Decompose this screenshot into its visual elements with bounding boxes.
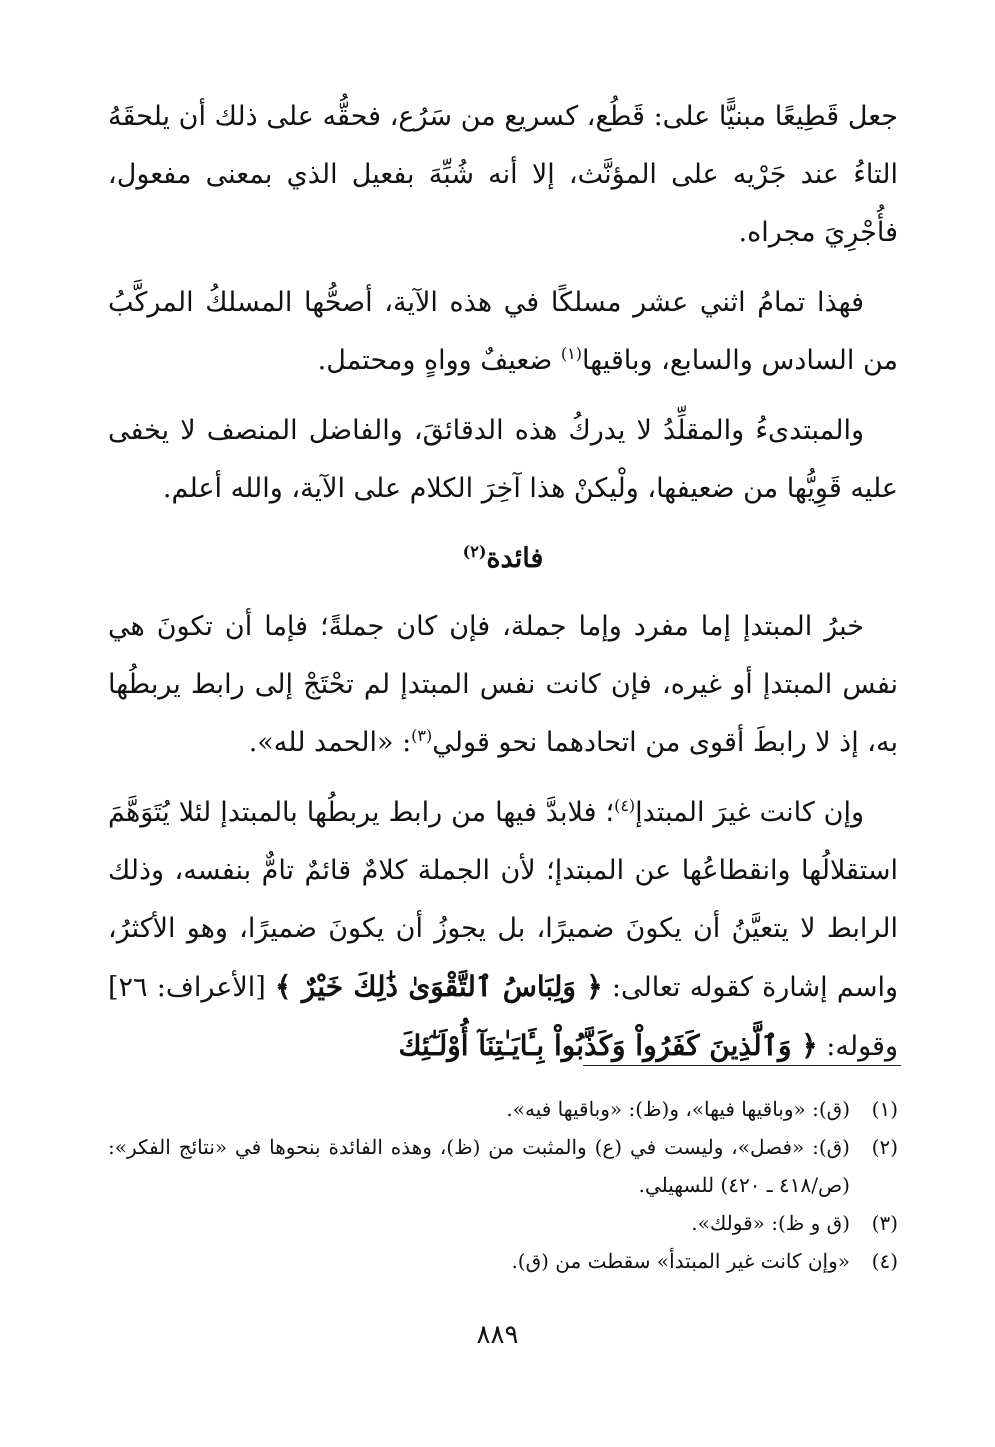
section-heading-text: فائدة (486, 543, 544, 574)
footnote-ref-1[interactable]: (١) (560, 344, 583, 363)
footnote-text: (ق): «وباقيها فيها»، و(ظ): «وباقيها فيه». (506, 1097, 850, 1121)
paragraph-3 (108, 402, 898, 518)
paragraph-2-text-b: ضعيفٌ وواهٍ ومحتمل. (317, 345, 561, 376)
footnote-3 (108, 1204, 898, 1242)
footnote-separator (583, 1065, 901, 1066)
footnote-text: (ق و ظ): «قولك». (691, 1211, 850, 1235)
paragraph-1-text: جعل قَطِيعًا مبنيًّا على: قَطُع، كسريع من سَرُع، فحقُّه على ذلك أن يلحقَهُ التاءُ عند جَرْيه على المؤنَّث، إلا أنه شُبِّهَ بفعيل الذي بمعنى مفعول، فأُجْرِيَ مجراه. (108, 101, 898, 248)
footnote-number: (٣) (871, 1211, 898, 1235)
section-heading (108, 530, 898, 588)
paragraph-5 (108, 784, 898, 1076)
paragraph-4-text-b: : «الحمد لله». (248, 727, 412, 758)
quran-verse-2: ﴿ وَٱلَّذِينَ كَفَرُواْ وَكَذَّبُواْ بِـَٔايَـٰتِنَآ أُوْلَـٰٓئِكَ (398, 1029, 818, 1062)
quran-verse-1: ﴿ وَلِبَاسُ ٱلتَّقْوَىٰ ذَٰلِكَ خَيْرٌ ﴾ (275, 970, 603, 1003)
footnote-text: «وإن كانت غير المبتدأ» سقطت من (ق). (511, 1249, 850, 1273)
paragraph-4-text-a: خبرُ المبتدإ إما مفرد وإما جملة، فإن كان جملةً؛ فإما أن تكونَ هي نفس المبتدإ أو غيره، فإن كانت نفس المبتدإ لم تحْتَجْ إلى رابط يربطُها به، إذ لا رابطَ أقوى من اتحادهما نحو قولي (108, 611, 898, 758)
footnote-ref-4[interactable]: (٤) (614, 796, 636, 815)
paragraph-2 (108, 274, 898, 390)
main-text (108, 88, 898, 1088)
footnote-number: (٤) (871, 1249, 898, 1273)
paragraph-5-text-a: وإن كانت غيرَ المبتدإ (635, 797, 865, 828)
footnote-number: (١) (871, 1097, 898, 1121)
paragraph-5-text-c: [الأعراف: ٢٦] وقوله: (108, 972, 898, 1062)
paragraph-3-text: والمبتدىءُ والمقلِّدُ لا يدركُ هذه الدقائقَ، والفاضل المنصف لا يخفى عليه قَوِيُّها من ضعيفها، ولْيكنْ هذا آخِرَ الكلام على الآية، والله أعلم. (108, 415, 898, 504)
footnote-2 (108, 1128, 898, 1204)
footnote-4 (108, 1242, 898, 1280)
footnote-ref-3[interactable]: (٣) (411, 726, 433, 745)
paragraph-1 (108, 88, 898, 262)
footnote-number: (٢) (871, 1135, 898, 1159)
paragraph-4 (108, 598, 898, 772)
footnote-1 (108, 1090, 898, 1128)
paragraph-5-text-b: ؛ فلابدَّ فيها من رابط يربطُها بالمبتدإ لئلا يُتَوَهَّمَ استقلالُها وانقطاعُها عن المبتدإ؛ لأن الجملة كلامٌ قائمٌ تامٌّ بنفسه، وذلك الرابط لا يتعيَّنُ أن يكونَ ضميرًا، بل يجوزُ أن يكونَ ضميرًا، وهو الأكثرُ، واسم إشارة كقوله تعالى: (108, 797, 898, 1003)
footnotes (108, 1090, 898, 1280)
page-number: ٨٨٩ (476, 1320, 519, 1350)
paragraph-2-text-a: فهذا تمامُ اثني عشر مسلكًا في هذه الآية، أصحُّها المسلكُ المركَّبُ من السادس والسابع، وباقيها (108, 287, 898, 376)
footnote-text: (ق): «فصل»، وليست في (ع) والمثبت من (ظ)، وهذه الفائدة بنحوها في «نتائج الفكر»: (ص/٤١٨ ـ ٤٢٠) للسهيلي. (108, 1135, 850, 1197)
footnote-ref-2[interactable]: (٢) (462, 542, 487, 561)
